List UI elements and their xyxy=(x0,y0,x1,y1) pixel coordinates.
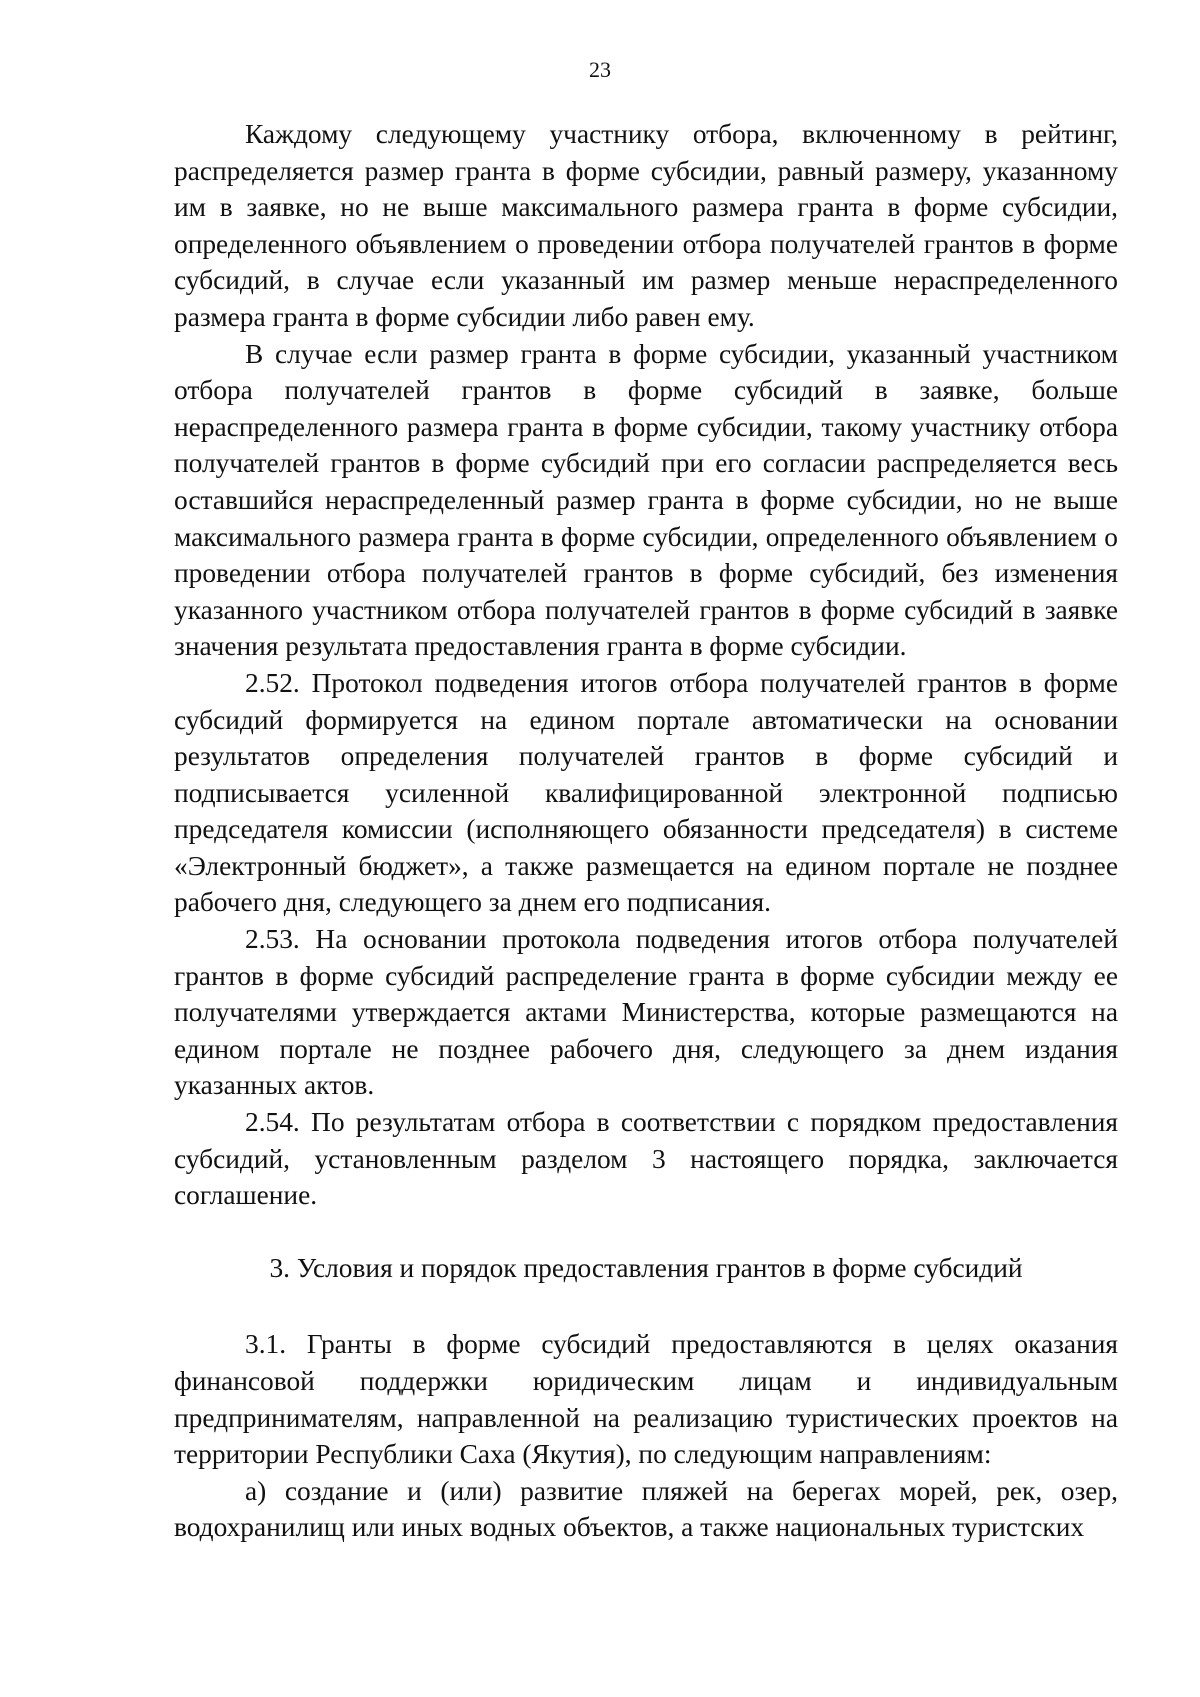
paragraph-2-52-protocol: 2.52. Протокол подведения итогов отбора получателей грантов в форме субсидий формируется на едином портале автоматически на основании результатов определения получателей грантов в форме субсидий и подписывается усиленной квалифицированной электронной подписью председателя комиссии (исполняющего обязанности председателя) в системе «Электронный бюджет», а также размещается на едином портале не позднее рабочего дня, следующего за днем его подписания. xyxy=(174,667,1118,918)
page-number: 23 xyxy=(589,57,611,82)
paragraph-remaining-grant: В случае если размер гранта в форме субсидии, указанный участником отбора получателей грантов в форме субсидий в заявке, больше нераспределенного размера гранта в форме субсидии, такому участнику отбора получателей грантов в форме субсидий при его согласии распределяется весь оставшийся нераспределенный размер гранта в форме субсидии, но не выше максимального размера гранта в форме субсидии, определенного объявлением о проведении отбора получателей грантов в форме субсидий, без изменения указанного участником отбора получателей грантов в форме субсидий в заявке значения результата предоставления гранта в форме субсидии. xyxy=(174,338,1118,662)
paragraph-2-53-distribution-acts: 2.53. На основании протокола подведения итогов отбора получателей грантов в форме субсидий распределение гранта в форме субсидии между ее получателями утверждается актами Министерства, которые размещаются на едином портале не позднее рабочего дня, следующего за днем издания указанных актов. xyxy=(174,924,1118,1101)
paragraph-3-1-purpose: 3.1. Гранты в форме субсидий предоставляются в целях оказания финансовой поддержки юридическим лицам и индивидуальным предпринимателям, направленной на реализацию туристических проектов на территории Республики Саха (Якутия), по следующим направлениям: xyxy=(174,1329,1118,1470)
paragraph-2-54-agreement: 2.54. По результатам отбора в соответствии с порядком предоставления субсидий, установленным разделом 3 настоящего порядка, заключается соглашение. xyxy=(174,1107,1118,1211)
paragraph-3-1-a-beaches: а) создание и (или) развитие пляжей на берегах морей, рек, озер, водохранилищ или иных водных объектов, а также национальных туристских xyxy=(174,1475,1118,1543)
section-3-heading: 3. Условия и порядок предоставления грантов в форме субсидий xyxy=(269,1252,1023,1283)
document-body xyxy=(174,116,1118,1546)
paragraph-rating-distribution: Каждому следующему участнику отбора, включенному в рейтинг, распределяется размер гранта в форме субсидии, равный размеру, указанному им в заявке, но не выше максимального размера гранта в форме субсидии, определенного объявлением о проведении отбора получателей грантов в форме субсидий, в случае если указанный им размер меньше нераспределенного размера гранта в форме субсидии либо равен ему. xyxy=(174,119,1118,332)
